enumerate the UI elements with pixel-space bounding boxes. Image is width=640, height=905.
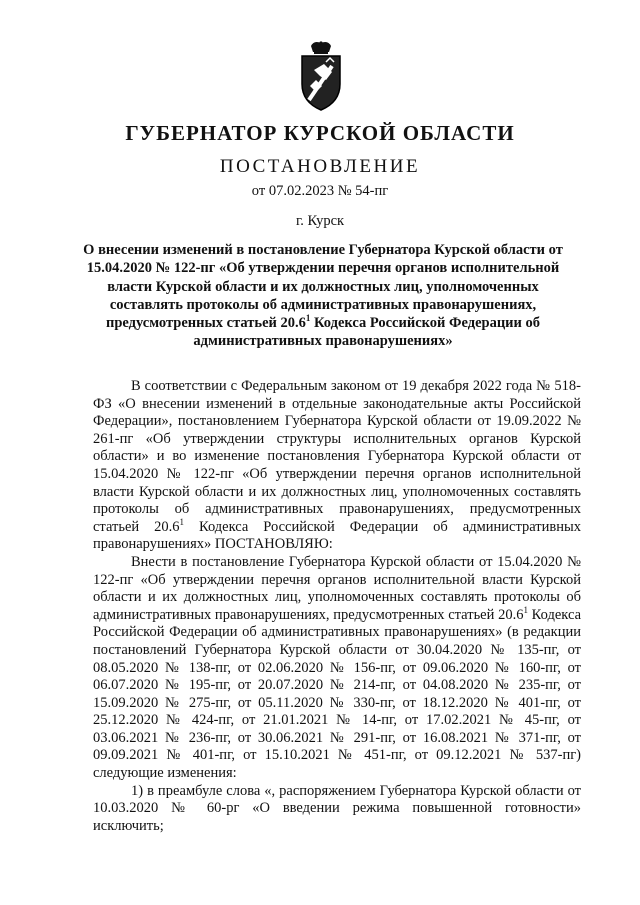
paragraph-amendment	[93, 554, 581, 783]
decree-heading	[80, 241, 566, 351]
paragraph-superscript: 1	[179, 516, 185, 527]
paragraph-text: В соответствии с Федеральным законом от 19 декабря 2022 года № 518-ФЗ «О внесении изменений в отдельные законодательные акты Российской Федерации», постановлением Губернатора Курской области от 19.09.2022 № 261-пг «Об утверждении структуры исполнительных органов Курской области» и во изменение постановления Губернатора Курской области от 15.04.2020 № 122-пг «Об утверждении перечня органов исполнительной власти Курской области и их должностных лиц, уполномоченных составлять протоколы об административных правонарушениях, предусмотренных статьей 20.6	[93, 378, 581, 535]
paragraph-superscript: 1	[523, 604, 528, 615]
paragraph-preamble	[93, 378, 581, 554]
coat-of-arms-icon	[296, 40, 346, 112]
decree-type: ПОСТАНОВЛЕНИЕ	[219, 156, 421, 177]
city-name: г. Курск	[295, 213, 345, 229]
decree-date-number: от 07.02.2023 № 54-пг	[251, 183, 389, 199]
heading-text-tail: Кодекса Российской Федерации об административных правонарушениях»	[193, 315, 541, 350]
heading-text: О внесении изменений в постановление Губернатора Курской области от 15.04.2020 № 122-пг «Об утверждении перечня органов исполнительной власти Курской области и их должностных лиц, уполномоченных составлять протоколы об административных правонарушениях, предусмотренных статьей 20.6	[83, 242, 563, 332]
paragraph-text-tail: Кодекса Российской Федерации об административных правонарушениях» (в редакции постановлений Губернатора Курской области от 30.04.2020 № 135-пг, от 08.05.2020 № 138-пг, от 02.06.2020 № 156-пг, от 09.06.2020 № 160-пг, от 06.07.2020 № 195-пг, от 20.07.2020 № 214-пг, от 04.08.2020 № 235-пг, от 15.09.2020 № 275-пг, от 05.11.2020 № 330-пг, от 18.12.2020 № 401-пг, от 25.12.2020 № 424-пг, от 21.01.2021 № 14-пг, от 17.02.2021 № 45-пг, от 03.06.2021 № 236-пг, от 30.06.2021 № 291-пг, от 16.08.2021 № 371-пг, от 09.09.2021 № 401-пг, от 15.10.2021 № 451-пг, от 09.12.2021 № 537-пг) следующие изменения:	[93, 606, 582, 782]
heading-superscript: 1	[305, 313, 311, 324]
governor-title: ГУБЕРНАТОР КУРСКОЙ ОБЛАСТИ	[125, 121, 515, 145]
decree-body	[93, 378, 581, 835]
paragraph-text: 1) в преамбуле слова «, распоряжением Губернатора Курской области от 10.03.2020 № 60-рг «О введении режима повышенной готовности» исключить;	[93, 782, 581, 834]
paragraph-text-tail: Кодекса Российской Федерации об административных правонарушениях» ПОСТАНОВЛЯЮ:	[93, 518, 582, 553]
paragraph-text: Внести в постановление Губернатора Курской области от 15.04.2020 № 122-пг «Об утверждении перечня органов исполнительной власти Курской области и их должностных лиц, уполномоченных составлять протоколы об административных правонарушениях, предусмотренных статьей 20.6	[93, 553, 581, 623]
paragraph-item-1	[93, 783, 581, 836]
